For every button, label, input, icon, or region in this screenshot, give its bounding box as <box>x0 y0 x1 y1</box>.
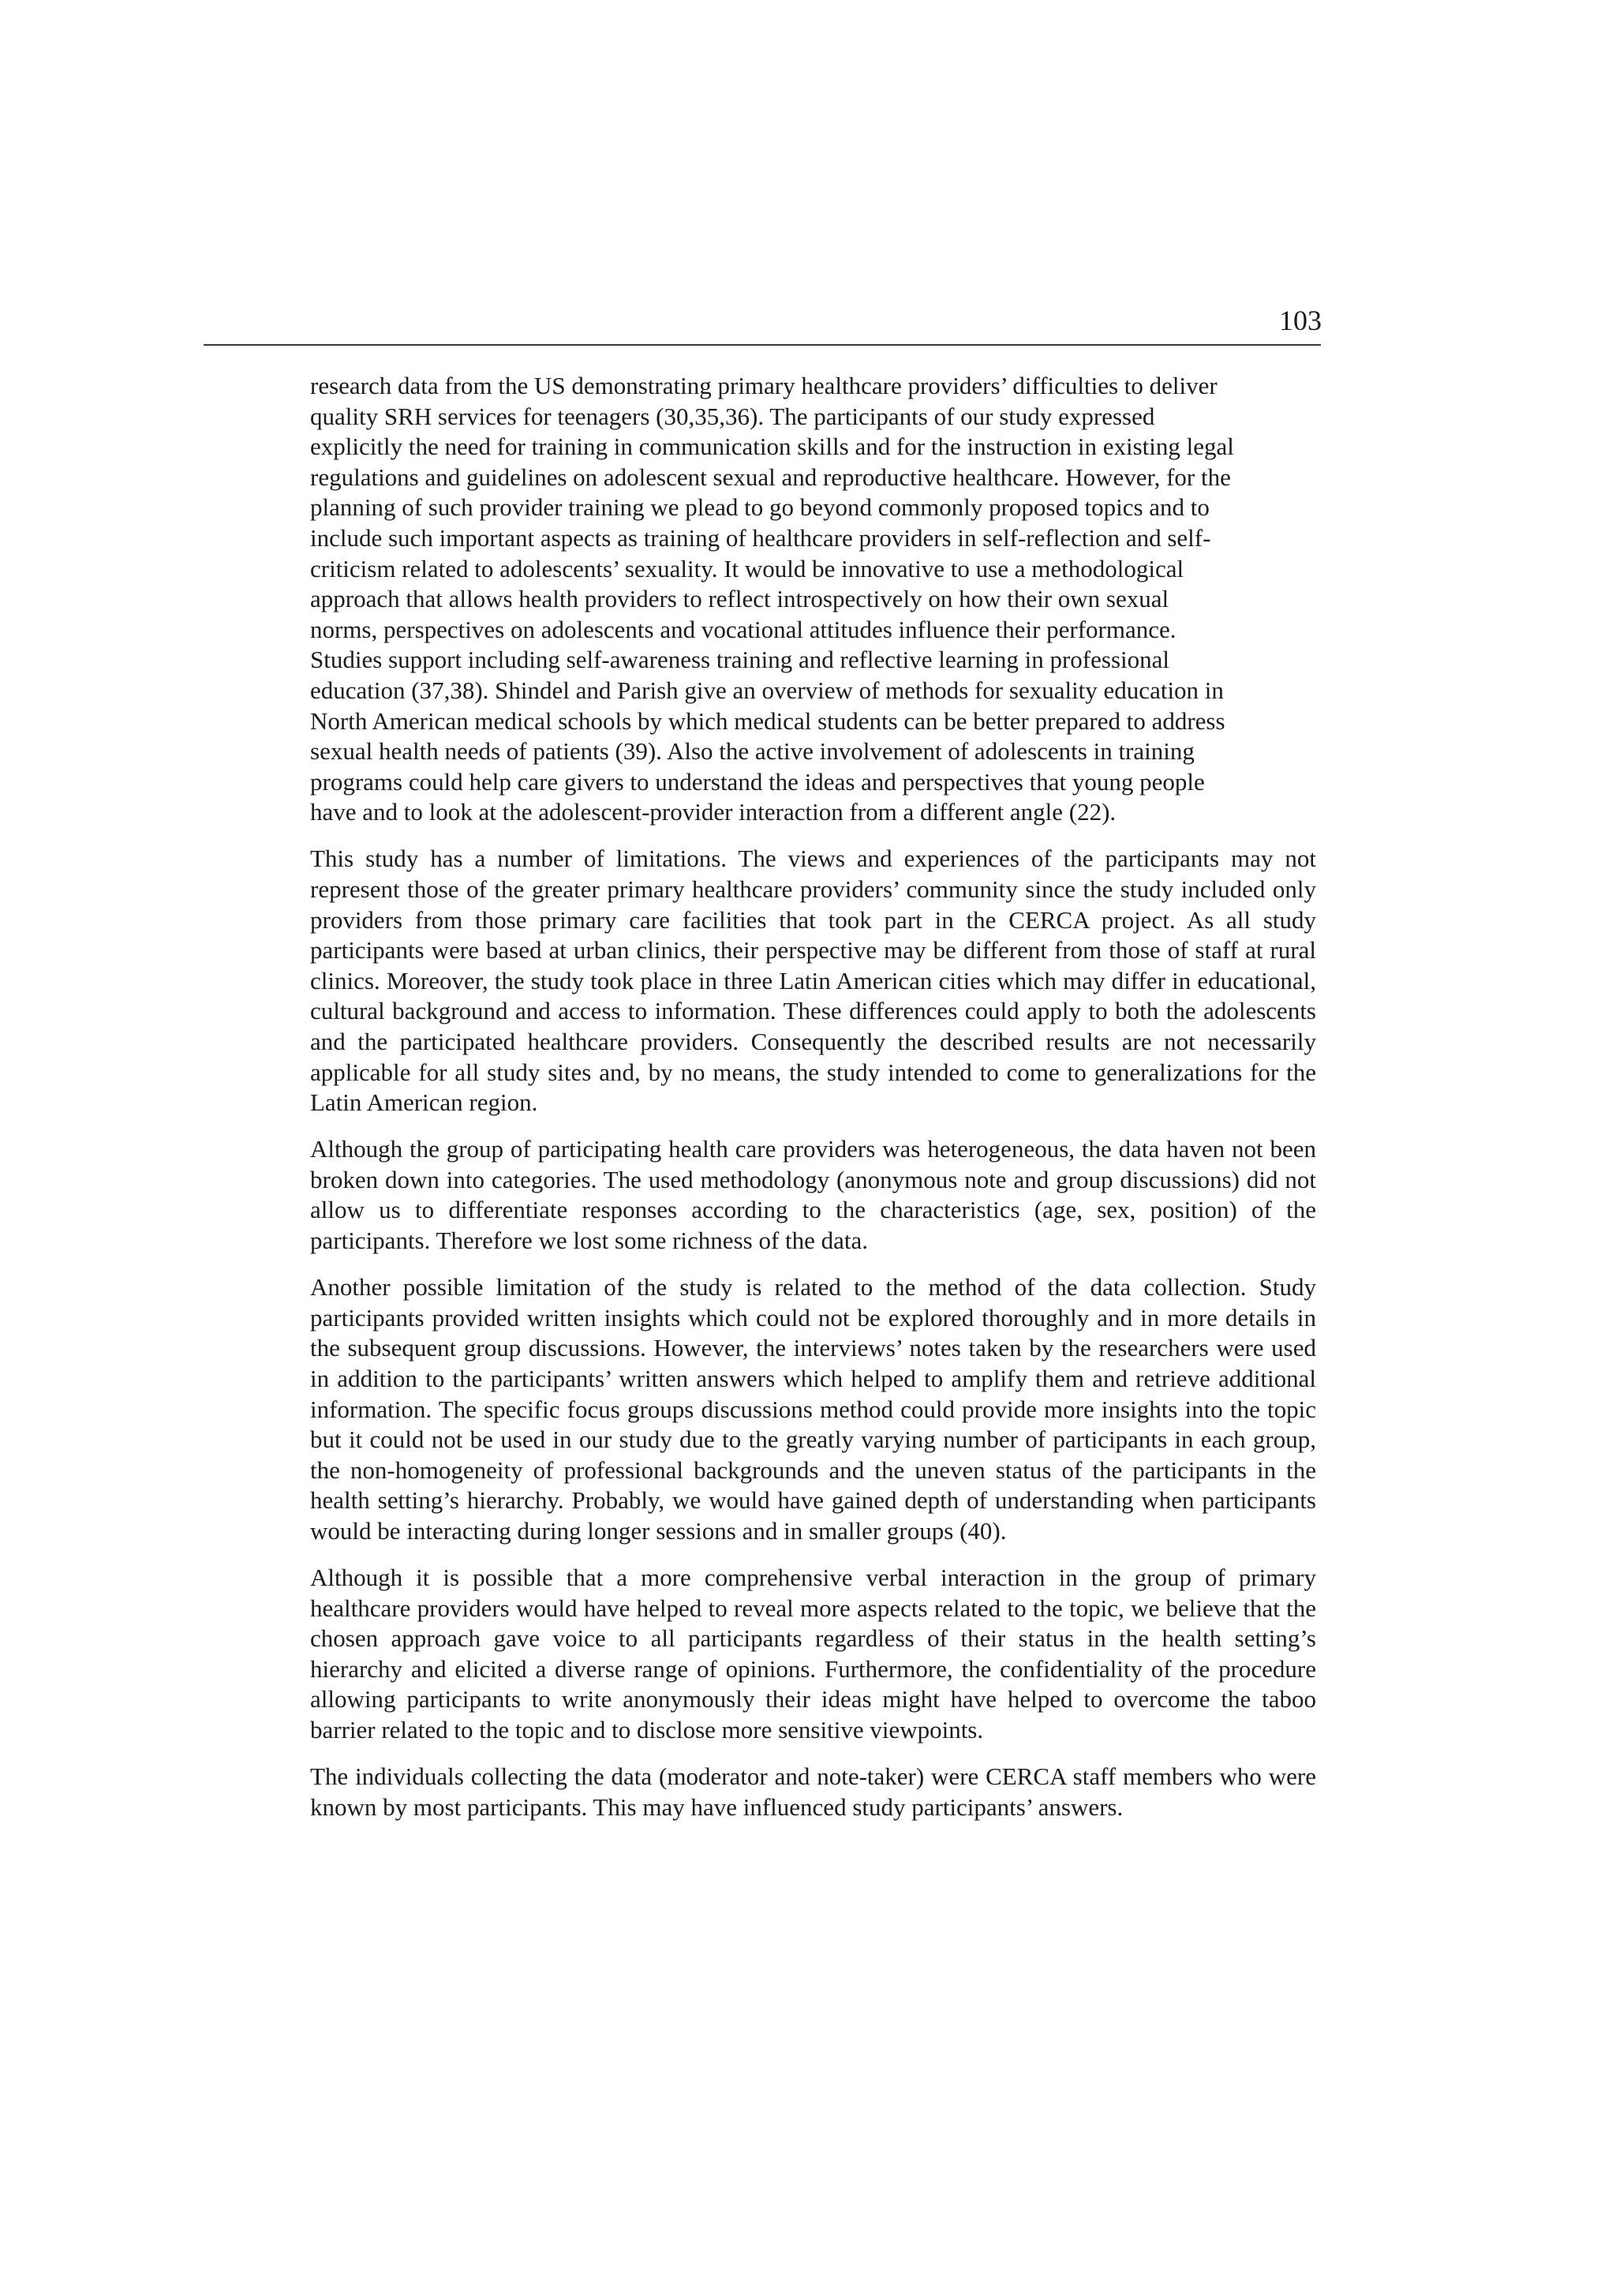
paragraph-heterogeneous-group: Although the group of participating health care providers was heterogeneous, the data haven not been broken down into categories. The used methodology (anonymous note and group discussions) did not allow us to differentiate responses according to the characteristics (age, sex, position) of the participants. Therefore we lost some richness of the data. <box>310 1135 1316 1255</box>
paragraph-data-collection-limitation: Another possible limitation of the study is related to the method of the data collection. Study participants provided written insights which could not be explored thoroughly and in more details in the subsequent group discussions. However, the interviews’ notes taken by the researchers were used in addition to the participants’ written answers which helped to amplify them and retrieve additional information. The specific focus groups discussions method could provide more insights into the topic but it could not be used in our study due to the greatly varying number of participants in each group, the non-homogeneity of professional backgrounds and the uneven status of the participants in the health setting’s hierarchy. Probably, we would have gained depth of understanding when participants would be interacting during longer sessions and in smaller groups (40). <box>310 1273 1316 1545</box>
paragraph-verbal-interaction: Although it is possible that a more comprehensive verbal interaction in the group of primary healthcare providers would have helped to reveal more aspects related to the topic, we believe that the chosen approach gave voice to all participants regardless of their status in the health setting’s hierarchy and elicited a diverse range of opinions. Furthermore, the confidentiality of the procedure allowing participants to write anonymously their ideas might have helped to overcome the taboo barrier related to the topic and to disclose more sensitive viewpoints. <box>310 1563 1316 1744</box>
page-number: 103 <box>1279 305 1322 336</box>
paragraph-data-collectors: The individuals collecting the data (moderator and note-taker) were CERCA staff members who were known by most participants. This may have influenced study participants’ answers. <box>310 1762 1316 1821</box>
paragraph-training-discussion: research data from the US demonstrating primary healthcare providers’ difficulties to deliver quality SRH services for teenagers (30,35,36). The participants of our study expressed explicitly the need for training in communication skills and for the instruction in existing legal regulations and guidelines on adolescent sexual and reproductive healthcare. However, for the planning of such provider training we plead to go beyond commonly proposed topics and to include such important aspects as training of healthcare providers in self-reflection and self- criticism related to adolescents’ sexuality. It would be innovative to use a methodological approach that allows health providers to reflect introspectively on how their own sexual norms, perspectives on adolescents and vocational attitudes influence their performance. Studies support including self-awareness training and reflective learning in professional education (37,38). Shindel and Parish give an overview of methods for sexuality education in North American medical schools by which medical students can be better prepared to address sexual health needs of patients (39). Also the active involvement of adolescents in training programs could help care givers to understand the ideas and perspectives that young people have and to look at the adolescent-provider interaction from a different angle (22). <box>310 372 1234 826</box>
paragraph-limitations-overview: This study has a number of limitations. The views and experiences of the participants may not represent those of the greater primary healthcare providers’ community since the study included only providers from those primary care facilities that took part in the CERCA project. As all study participants were based at urban clinics, their perspective may be different from those of staff at rural clinics. Moreover, the study took place in three Latin American cities which may differ in educational, cultural background and access to information. These differences could apply to both the adolescents and the participated healthcare providers. Consequently the described results are not necessarily applicable for all study sites and, by no means, the study intended to come to generalizations for the Latin American region. <box>310 845 1316 1117</box>
body-text <box>310 371 1316 1839</box>
header-divider <box>204 344 1321 346</box>
